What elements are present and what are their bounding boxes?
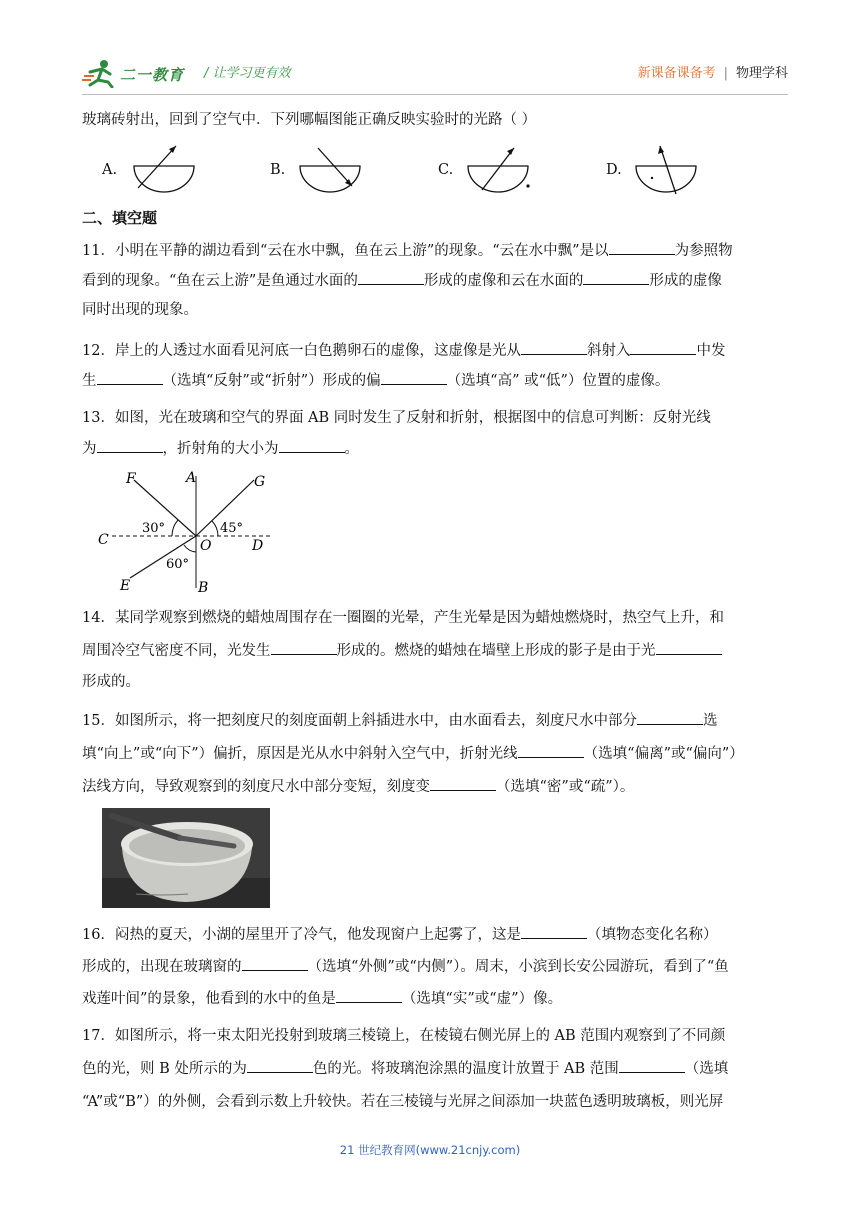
answer-blank[interactable] [336, 988, 402, 1003]
answer-blank[interactable] [637, 710, 703, 725]
answer-blank[interactable] [583, 270, 649, 285]
header-divider [82, 94, 788, 95]
logo [82, 58, 192, 88]
q16-line-2 [82, 956, 729, 977]
q13-line-2 [82, 438, 359, 459]
answer-blank[interactable] [619, 1058, 685, 1073]
header-course: 新课备课备考 [637, 66, 716, 81]
label-a: A [186, 470, 197, 486]
q16-text-3a: 戏莲叶间”的景象，他看到的水中的鱼是 [82, 991, 336, 1007]
angle-30: 30° [142, 521, 166, 536]
angle-60: 60° [166, 557, 190, 572]
q17-text-2b: 色的光。将玻璃泡涂黑的温度计放置于 AB 范围 [312, 1061, 619, 1077]
q12-line-2 [82, 370, 669, 391]
q12-text-2a: 生 [82, 373, 97, 389]
answer-blank[interactable] [247, 1058, 313, 1073]
option-d-label: D. [606, 162, 622, 178]
q11-line-2 [82, 270, 722, 291]
option-a-label: A. [102, 162, 118, 178]
answer-blank[interactable] [656, 640, 722, 655]
q16-text-2a: 形成的，出现在玻璃窗的 [82, 959, 242, 975]
reflection-refraction-diagram [94, 466, 284, 594]
label-o: O [200, 538, 212, 554]
q17-text-2c: （选填 [684, 1061, 729, 1077]
label-f: F [126, 471, 136, 487]
q11-text-1a: 11．小明在平静的湖边看到“云在水中飘，鱼在云上游”的现象。“云在水中飘”是以 [82, 243, 609, 259]
option-d-diagram [630, 140, 700, 198]
header-slogan: / 让学习更有效 [204, 66, 291, 81]
q13-line-1: 13．如图，光在玻璃和空气的界面 AB 同时发生了反射和折射，根据图中的信息可判断：反射光线 [82, 410, 711, 426]
q12-text-2c: （选填“高” 或“低”）位置的虚像。 [446, 373, 670, 389]
option-c-label: C. [438, 162, 454, 178]
q16-line-1 [82, 924, 717, 945]
runner-logo-icon [82, 58, 122, 88]
answer-blank[interactable] [279, 438, 345, 453]
answer-blank[interactable] [630, 340, 696, 355]
page-header [82, 52, 788, 92]
q15-text-2a: 填“向上”或“向下”）偏折，原因是光从水中斜射入空气中，折射光线 [82, 746, 518, 762]
q14-line-2 [82, 640, 722, 661]
header-separator: | [723, 66, 728, 81]
q16-text-1a: 16．闷热的夏天，小湖的屋里开了冷气，他发现窗户上起雾了，这是 [82, 927, 521, 943]
q12-text-1b: 斜射入 [586, 343, 631, 359]
answer-blank[interactable] [358, 270, 424, 285]
q11-text-1b: 为参照物 [674, 243, 733, 259]
option-b-diagram [294, 140, 364, 198]
bowl-ruler-photo [102, 808, 270, 908]
option-a-diagram [128, 140, 198, 198]
q17-line-2 [82, 1058, 728, 1079]
q15-text-3b: （选填“密”或“疏”）。 [496, 779, 635, 795]
answer-blank[interactable] [97, 370, 163, 385]
label-b: B [198, 580, 209, 594]
label-d: D [252, 538, 264, 554]
q16-text-1b: （填物态变化名称） [586, 927, 718, 943]
q17-text-2a: 色的光，则 B 处所示的为 [82, 1061, 247, 1077]
label-g: G [254, 474, 266, 490]
angle-45: 45° [220, 521, 244, 536]
label-e: E [120, 578, 131, 594]
q13-text-2a: 为 [82, 441, 97, 457]
q14-text-2a: 周围冷空气密度不同，光发生 [82, 643, 271, 659]
q11-text-2b: 形成的虚像和云在水面的 [423, 273, 584, 289]
q15-text-1a: 15．如图所示，将一把刻度尺的刻度面朝上斜插进水中，由水面看去，刻度尺水中部分 [82, 713, 637, 729]
answer-blank[interactable] [381, 370, 447, 385]
q12-text-2b: （选填“反射”或“折射”）形成的偏 [162, 373, 381, 389]
q15-text-3a: 法线方向，导致观察到的刻度尺水中部分变短，刻度变 [82, 779, 430, 795]
q14-line-3: 形成的。 [82, 674, 140, 690]
section-title: 二、填空题 [82, 209, 158, 227]
q14-text-2b: 形成的。燃烧的蜡烛在墙壁上形成的影子是由于光 [336, 643, 656, 659]
q12-text-1c: 中发 [696, 343, 726, 359]
q16-text-2b: （选填“外侧”或“内侧”）。周末，小滨到长安公园游玩，看到了“鱼 [307, 959, 729, 975]
answer-blank[interactable] [609, 240, 675, 255]
q15-text-2b: （选填“偏离”或“偏向”） [583, 746, 744, 762]
q17-line-1: 17．如图所示，将一束太阳光投射到玻璃三棱镜上，在棱镜右侧光屏上的 AB 范围内观察到了不同颜 [82, 1028, 726, 1044]
q11-text-2c: 形成的虚像 [649, 273, 722, 289]
answer-blank[interactable] [521, 340, 587, 355]
answer-blank[interactable] [271, 640, 337, 655]
q15-line-3 [82, 776, 634, 797]
q13-text-2b: ，折射角的大小为 [162, 441, 279, 457]
option-b-label: B. [270, 162, 286, 178]
q11-text-2a: 看到的现象。“鱼在云上游”是鱼通过水面的 [82, 273, 358, 289]
answer-blank[interactable] [242, 956, 308, 971]
answer-blank[interactable] [430, 776, 496, 791]
q15-text-1b: 选 [702, 713, 718, 729]
page-footer: 21 世纪教育网(www.21cnjy.com) [339, 1143, 521, 1157]
label-c: C [98, 532, 109, 548]
logo-text: 二一教育 [120, 66, 185, 84]
answer-blank[interactable] [518, 743, 584, 758]
header-subject: 物理学科 [735, 66, 788, 81]
q10-text: 玻璃砖射出，回到了空气中．下列哪幅图能正确反映实验时的光路（ ） [82, 112, 537, 128]
q11-line-3: 同时出现的现象。 [82, 302, 198, 318]
header-right [638, 62, 788, 81]
q12-line-1 [82, 340, 725, 361]
q11-line-1 [82, 240, 733, 261]
q17-line-3: “A”或“B”）的外侧，会看到示数上升较快。若在三棱镜与光屏之间添加一块蓝色透明玻璃板，则光屏 [82, 1094, 724, 1110]
q16-text-3b: （选填“实”或“虚”）像。 [401, 991, 563, 1007]
q15-line-1 [82, 710, 717, 731]
q15-line-2 [82, 743, 744, 764]
answer-blank[interactable] [97, 438, 163, 453]
q13-text-2c: 。 [344, 441, 359, 457]
q14-line-1: 14．某同学观察到燃烧的蜡烛周围存在一圈圈的光晕，产生光晕是因为蜡烛燃烧时，热空气上升，和 [82, 610, 724, 626]
q12-text-1a: 12．岸上的人透过水面看见河底一白色鹅卵石的虚像，这虚像是光从 [82, 343, 521, 359]
option-c-diagram [462, 140, 538, 198]
q16-line-3 [82, 988, 562, 1009]
answer-blank[interactable] [521, 924, 587, 939]
